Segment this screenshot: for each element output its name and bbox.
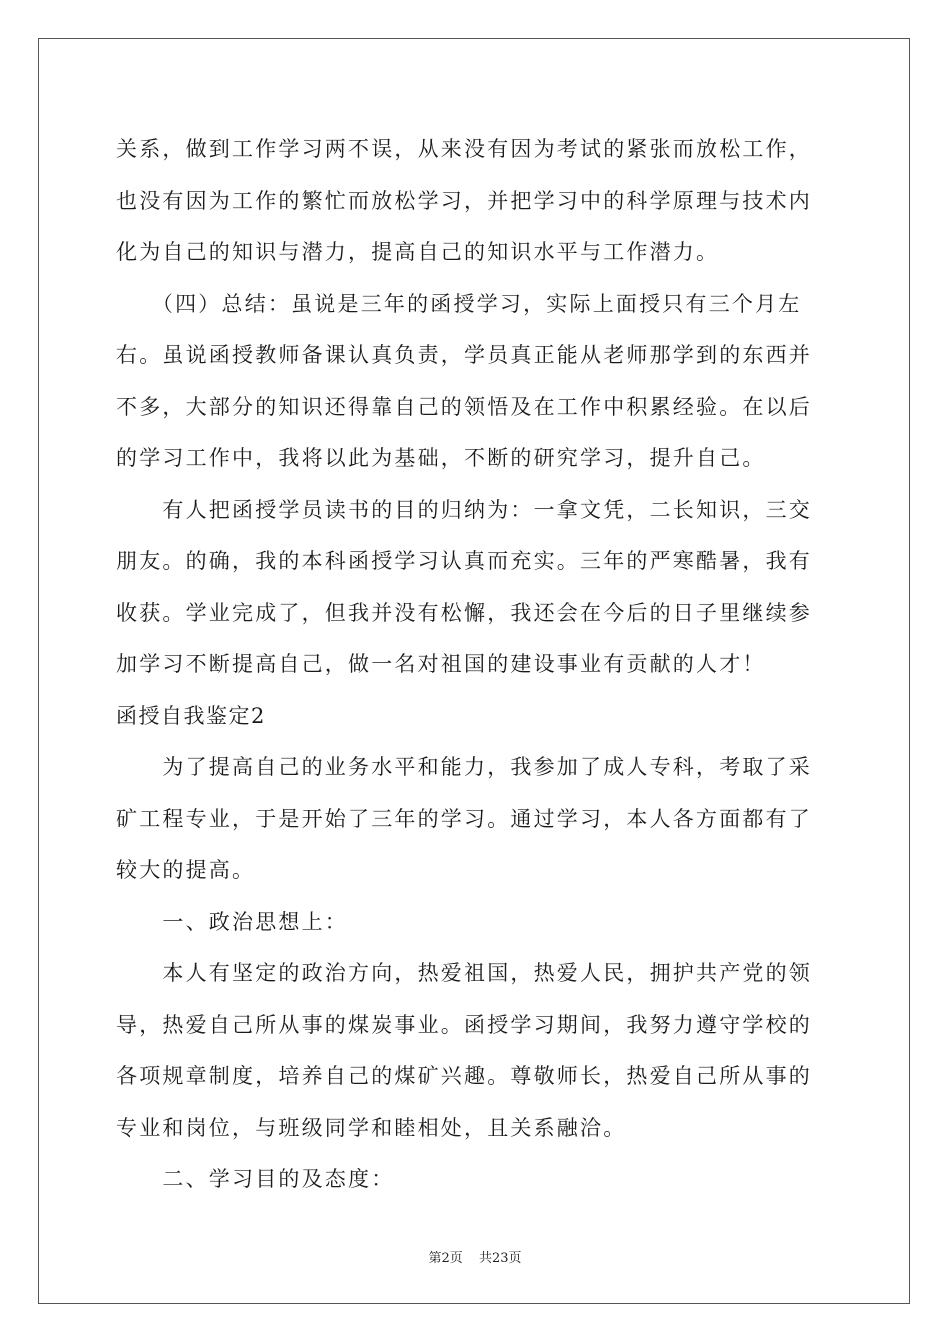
document-body: [116, 124, 836, 1206]
text-line: 本人有坚定的政治方向，热爱祖国，热爱人民，拥护共产党的领: [116, 961, 812, 985]
subsection-heading: 一、政治思想上：: [116, 909, 348, 934]
text-line: 导，热爱自己所从事的煤炭事业。函授学习期间，我努力遵守学校的: [116, 1012, 812, 1037]
text-line: 收获。学业完成了，但我并没有松懈，我还会在今后的日子里继续参: [116, 600, 812, 625]
text-line: 不多，大部分的知识还得靠自己的领悟及在工作中积累经验。在以后: [116, 394, 812, 419]
text-line: 有人把函授学员读书的目的归纳为：一拿文凭，二长知识，三交: [116, 497, 812, 522]
text-line: 加学习不断提高自己，做一名对祖国的建设事业有贡献的人才！: [116, 652, 766, 676]
text-line: 矿工程专业，于是开始了三年的学习。通过学习，本人各方面都有了: [116, 806, 812, 831]
page-footer: [0, 1247, 950, 1266]
page-number: 第2页: [428, 1251, 463, 1266]
text-line: 右。虽说函授教师备课认真负责，学员真正能从老师那学到的东西并: [116, 343, 812, 367]
text-line: 朋友。的确，我的本科函授学习认真而充实。三年的严寒酷暑，我有: [116, 549, 812, 573]
text-line: 关系，做到工作学习两不误，从来没有因为考试的紧张而放松工作，: [116, 137, 812, 161]
subsection-heading: 二、学习目的及态度：: [116, 1167, 395, 1191]
text-line: 各项规章制度，培养自己的煤矿兴趣。尊敬师长，热爱自己所从事的: [116, 1064, 812, 1088]
text-line: 化为自己的知识与潜力，提高自己的知识水平与工作潜力。: [116, 240, 720, 264]
text-line: 专业和岗位，与班级同学和睦相处，且关系融洽。: [116, 1115, 627, 1140]
text-line: （四）总结：虽说是三年的函授学习，实际上面授只有三个月左: [116, 291, 802, 316]
text-line: 较大的提高。: [116, 858, 256, 882]
text-line: 为了提高自己的业务水平和能力，我参加了成人专科，考取了采: [116, 755, 812, 779]
section-heading: 函授自我鉴定2: [116, 703, 266, 728]
page-total: 共23页: [478, 1251, 522, 1266]
text-line: 也没有因为工作的繁忙而放松学习，并把学习中的科学原理与技术内: [116, 188, 812, 213]
text-line: 的学习工作中，我将以此为基础，不断的研究学习，提升自己。: [116, 446, 766, 470]
